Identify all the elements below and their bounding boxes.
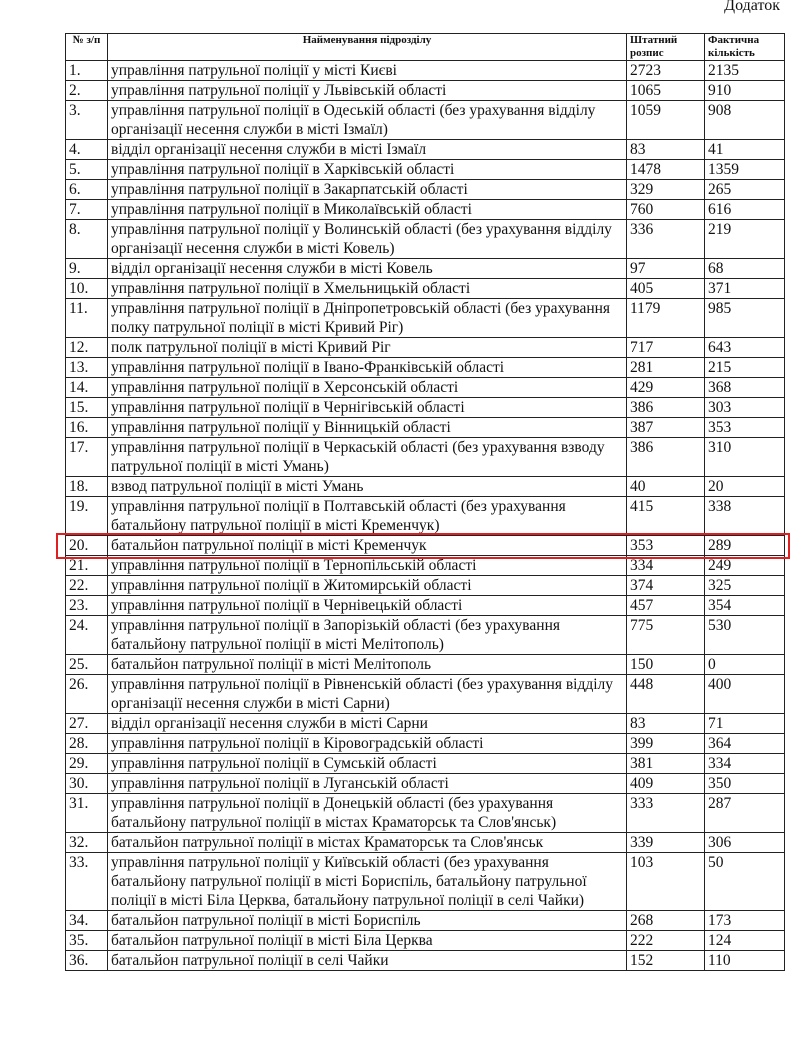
row-actual: 41 xyxy=(705,140,785,160)
row-staff: 760 xyxy=(627,200,705,220)
table-row xyxy=(66,714,785,734)
table-row xyxy=(66,378,785,398)
row-staff: 97 xyxy=(627,259,705,279)
row-staff: 775 xyxy=(627,616,705,655)
table-row xyxy=(66,655,785,675)
row-unit-name: управління патрульної поліції в Харківській області xyxy=(108,160,627,180)
row-number: 26. xyxy=(66,675,108,714)
row-number: 7. xyxy=(66,200,108,220)
table-row xyxy=(66,774,785,794)
table-row xyxy=(66,911,785,931)
table-row xyxy=(66,477,785,497)
row-staff: 83 xyxy=(627,714,705,734)
row-staff: 374 xyxy=(627,576,705,596)
header-staff: Штатний розпис xyxy=(627,34,705,61)
row-staff: 448 xyxy=(627,675,705,714)
row-actual: 289 xyxy=(705,536,785,556)
row-unit-name: батальйон патрульної поліції в містах Краматорськ та Слов'янськ xyxy=(108,833,627,853)
table-row xyxy=(66,220,785,259)
row-unit-name: управління патрульної поліції в Запорізькій області (без урахування батальйону патрульної поліції в місті Мелітополь) xyxy=(108,616,627,655)
row-staff: 429 xyxy=(627,378,705,398)
row-unit-name: управління патрульної поліції в Житомирській області xyxy=(108,576,627,596)
row-number: 4. xyxy=(66,140,108,160)
row-unit-name: батальйон патрульної поліції в місті Мелітополь xyxy=(108,655,627,675)
row-staff: 1059 xyxy=(627,101,705,140)
row-actual: 985 xyxy=(705,299,785,338)
table-row xyxy=(66,101,785,140)
row-actual: 910 xyxy=(705,81,785,101)
row-number: 5. xyxy=(66,160,108,180)
row-actual: 303 xyxy=(705,398,785,418)
table-row xyxy=(66,200,785,220)
units-table xyxy=(65,33,785,971)
row-actual: 249 xyxy=(705,556,785,576)
row-staff: 405 xyxy=(627,279,705,299)
table-row xyxy=(66,853,785,911)
row-actual: 306 xyxy=(705,833,785,853)
row-actual: 215 xyxy=(705,358,785,378)
row-number: 16. xyxy=(66,418,108,438)
row-unit-name: управління патрульної поліції в Одеській області (без урахування відділу організації несення служби в місті Ізмаїл) xyxy=(108,101,627,140)
row-number: 18. xyxy=(66,477,108,497)
row-staff: 415 xyxy=(627,497,705,536)
table-row xyxy=(66,398,785,418)
row-unit-name: відділ організації несення служби в місті Сарни xyxy=(108,714,627,734)
row-number: 35. xyxy=(66,931,108,951)
row-actual: 219 xyxy=(705,220,785,259)
table-row xyxy=(66,438,785,477)
row-number: 15. xyxy=(66,398,108,418)
row-number: 33. xyxy=(66,853,108,911)
row-unit-name: управління патрульної поліції в Чернівецькій області xyxy=(108,596,627,616)
row-staff: 457 xyxy=(627,596,705,616)
table-body xyxy=(66,61,785,971)
row-actual: 68 xyxy=(705,259,785,279)
row-unit-name: управління патрульної поліції в Сумській області xyxy=(108,754,627,774)
row-actual: 71 xyxy=(705,714,785,734)
row-staff: 339 xyxy=(627,833,705,853)
row-unit-name: управління патрульної поліції в Тернопільській області xyxy=(108,556,627,576)
row-number: 25. xyxy=(66,655,108,675)
table-row xyxy=(66,299,785,338)
row-staff: 329 xyxy=(627,180,705,200)
row-unit-name: управління патрульної поліції у Київській області (без урахування батальйону патрульної поліції в місті Бориспіль, батальйону патрульної поліції в місті Біла Церква, батальйону патрульної поліції в селі Чайки) xyxy=(108,853,627,911)
row-actual: 173 xyxy=(705,911,785,931)
row-actual: 2135 xyxy=(705,61,785,81)
table-row xyxy=(66,833,785,853)
document-title: Додаток xyxy=(724,0,780,14)
row-number: 10. xyxy=(66,279,108,299)
row-actual: 325 xyxy=(705,576,785,596)
row-number: 9. xyxy=(66,259,108,279)
row-actual: 0 xyxy=(705,655,785,675)
row-staff: 222 xyxy=(627,931,705,951)
row-staff: 1065 xyxy=(627,81,705,101)
row-staff: 399 xyxy=(627,734,705,754)
row-staff: 387 xyxy=(627,418,705,438)
row-staff: 334 xyxy=(627,556,705,576)
table-row xyxy=(66,81,785,101)
row-staff: 2723 xyxy=(627,61,705,81)
row-number: 21. xyxy=(66,556,108,576)
table-row xyxy=(66,338,785,358)
row-staff: 281 xyxy=(627,358,705,378)
table-row xyxy=(66,497,785,536)
header-actual: Фактична кількість xyxy=(705,34,785,61)
table-row xyxy=(66,160,785,180)
row-staff: 381 xyxy=(627,754,705,774)
row-unit-name: управління патрульної поліції у Львівській області xyxy=(108,81,627,101)
row-unit-name: відділ організації несення служби в місті Ізмаїл xyxy=(108,140,627,160)
row-number: 29. xyxy=(66,754,108,774)
row-unit-name: полк патрульної поліції в місті Кривий Ріг xyxy=(108,338,627,358)
row-staff: 409 xyxy=(627,774,705,794)
table-row xyxy=(66,675,785,714)
table-row xyxy=(66,931,785,951)
row-number: 22. xyxy=(66,576,108,596)
row-actual: 354 xyxy=(705,596,785,616)
table-row xyxy=(66,794,785,833)
row-unit-name: управління патрульної поліції у місті Києві xyxy=(108,61,627,81)
row-unit-name: управління патрульної поліції в Черкаській області (без урахування взводу патрульної поліції в місті Умань) xyxy=(108,438,627,477)
table-row xyxy=(66,536,785,556)
row-actual: 1359 xyxy=(705,160,785,180)
row-actual: 364 xyxy=(705,734,785,754)
row-number: 14. xyxy=(66,378,108,398)
row-staff: 353 xyxy=(627,536,705,556)
row-number: 30. xyxy=(66,774,108,794)
row-unit-name: управління патрульної поліції в Полтавській області (без урахування батальйону патрульної поліції в місті Кременчук) xyxy=(108,497,627,536)
row-unit-name: управління патрульної поліції в Миколаївській області xyxy=(108,200,627,220)
row-unit-name: управління патрульної поліції у Вінницькій області xyxy=(108,418,627,438)
row-number: 8. xyxy=(66,220,108,259)
row-actual: 338 xyxy=(705,497,785,536)
table-row xyxy=(66,556,785,576)
row-unit-name: управління патрульної поліції в Рівненській області (без урахування відділу організації несення служби в місті Сарни) xyxy=(108,675,627,714)
table-row xyxy=(66,61,785,81)
row-actual: 265 xyxy=(705,180,785,200)
table-row xyxy=(66,734,785,754)
row-number: 13. xyxy=(66,358,108,378)
row-staff: 103 xyxy=(627,853,705,911)
row-unit-name: управління патрульної поліції в Кіровоградській області xyxy=(108,734,627,754)
row-actual: 400 xyxy=(705,675,785,714)
row-unit-name: батальйон патрульної поліції в місті Бориспіль xyxy=(108,911,627,931)
row-number: 12. xyxy=(66,338,108,358)
row-actual: 110 xyxy=(705,951,785,971)
row-actual: 350 xyxy=(705,774,785,794)
header-unit-name: Найменування підрозділу xyxy=(108,34,627,61)
row-unit-name: управління патрульної поліції в Луганській області xyxy=(108,774,627,794)
row-unit-name: взвод патрульної поліції в місті Умань xyxy=(108,477,627,497)
row-staff: 386 xyxy=(627,438,705,477)
row-number: 23. xyxy=(66,596,108,616)
row-actual: 310 xyxy=(705,438,785,477)
row-number: 27. xyxy=(66,714,108,734)
row-actual: 368 xyxy=(705,378,785,398)
row-unit-name: управління патрульної поліції в Дніпропетровській області (без урахування полку патрульної поліції в місті Кривий Ріг) xyxy=(108,299,627,338)
row-unit-name: батальйон патрульної поліції в місті Біла Церква xyxy=(108,931,627,951)
row-staff: 1179 xyxy=(627,299,705,338)
table-row xyxy=(66,754,785,774)
table-row xyxy=(66,140,785,160)
row-actual: 287 xyxy=(705,794,785,833)
row-unit-name: управління патрульної поліції в Чернігівській області xyxy=(108,398,627,418)
row-actual: 643 xyxy=(705,338,785,358)
row-actual: 334 xyxy=(705,754,785,774)
table-row xyxy=(66,180,785,200)
row-unit-name: управління патрульної поліції у Волинській області (без урахування відділу організації несення служби в місті Ковель) xyxy=(108,220,627,259)
header-number: № з/п xyxy=(66,34,108,61)
row-number: 11. xyxy=(66,299,108,338)
row-actual: 124 xyxy=(705,931,785,951)
row-actual: 353 xyxy=(705,418,785,438)
row-unit-name: батальйон патрульної поліції в селі Чайки xyxy=(108,951,627,971)
table-row xyxy=(66,259,785,279)
row-unit-name: відділ організації несення служби в місті Ковель xyxy=(108,259,627,279)
table-row xyxy=(66,616,785,655)
row-actual: 20 xyxy=(705,477,785,497)
table-row xyxy=(66,951,785,971)
row-unit-name: управління патрульної поліції в Хмельницькій області xyxy=(108,279,627,299)
table-row xyxy=(66,279,785,299)
row-actual: 50 xyxy=(705,853,785,911)
row-number: 20. xyxy=(66,536,108,556)
row-number: 6. xyxy=(66,180,108,200)
row-unit-name: батальйон патрульної поліції в місті Кременчук xyxy=(108,536,627,556)
row-number: 36. xyxy=(66,951,108,971)
table-row xyxy=(66,358,785,378)
row-number: 3. xyxy=(66,101,108,140)
row-actual: 530 xyxy=(705,616,785,655)
row-actual: 371 xyxy=(705,279,785,299)
row-staff: 717 xyxy=(627,338,705,358)
row-staff: 150 xyxy=(627,655,705,675)
row-number: 28. xyxy=(66,734,108,754)
row-staff: 1478 xyxy=(627,160,705,180)
row-staff: 333 xyxy=(627,794,705,833)
table-row xyxy=(66,418,785,438)
row-staff: 40 xyxy=(627,477,705,497)
row-number: 2. xyxy=(66,81,108,101)
row-staff: 152 xyxy=(627,951,705,971)
row-unit-name: управління патрульної поліції в Херсонській області xyxy=(108,378,627,398)
row-staff: 83 xyxy=(627,140,705,160)
row-unit-name: управління патрульної поліції в Донецькій області (без урахування батальйону патрульної поліції в містах Краматорськ та Слов'янськ) xyxy=(108,794,627,833)
row-number: 31. xyxy=(66,794,108,833)
row-number: 1. xyxy=(66,61,108,81)
row-staff: 336 xyxy=(627,220,705,259)
row-number: 34. xyxy=(66,911,108,931)
row-number: 19. xyxy=(66,497,108,536)
row-unit-name: управління патрульної поліції в Івано-Франківській області xyxy=(108,358,627,378)
row-staff: 386 xyxy=(627,398,705,418)
table-header-row xyxy=(66,34,785,61)
row-number: 24. xyxy=(66,616,108,655)
row-unit-name: управління патрульної поліції в Закарпатській області xyxy=(108,180,627,200)
table-row xyxy=(66,596,785,616)
row-number: 32. xyxy=(66,833,108,853)
row-actual: 616 xyxy=(705,200,785,220)
table-row xyxy=(66,576,785,596)
row-number: 17. xyxy=(66,438,108,477)
row-staff: 268 xyxy=(627,911,705,931)
row-actual: 908 xyxy=(705,101,785,140)
